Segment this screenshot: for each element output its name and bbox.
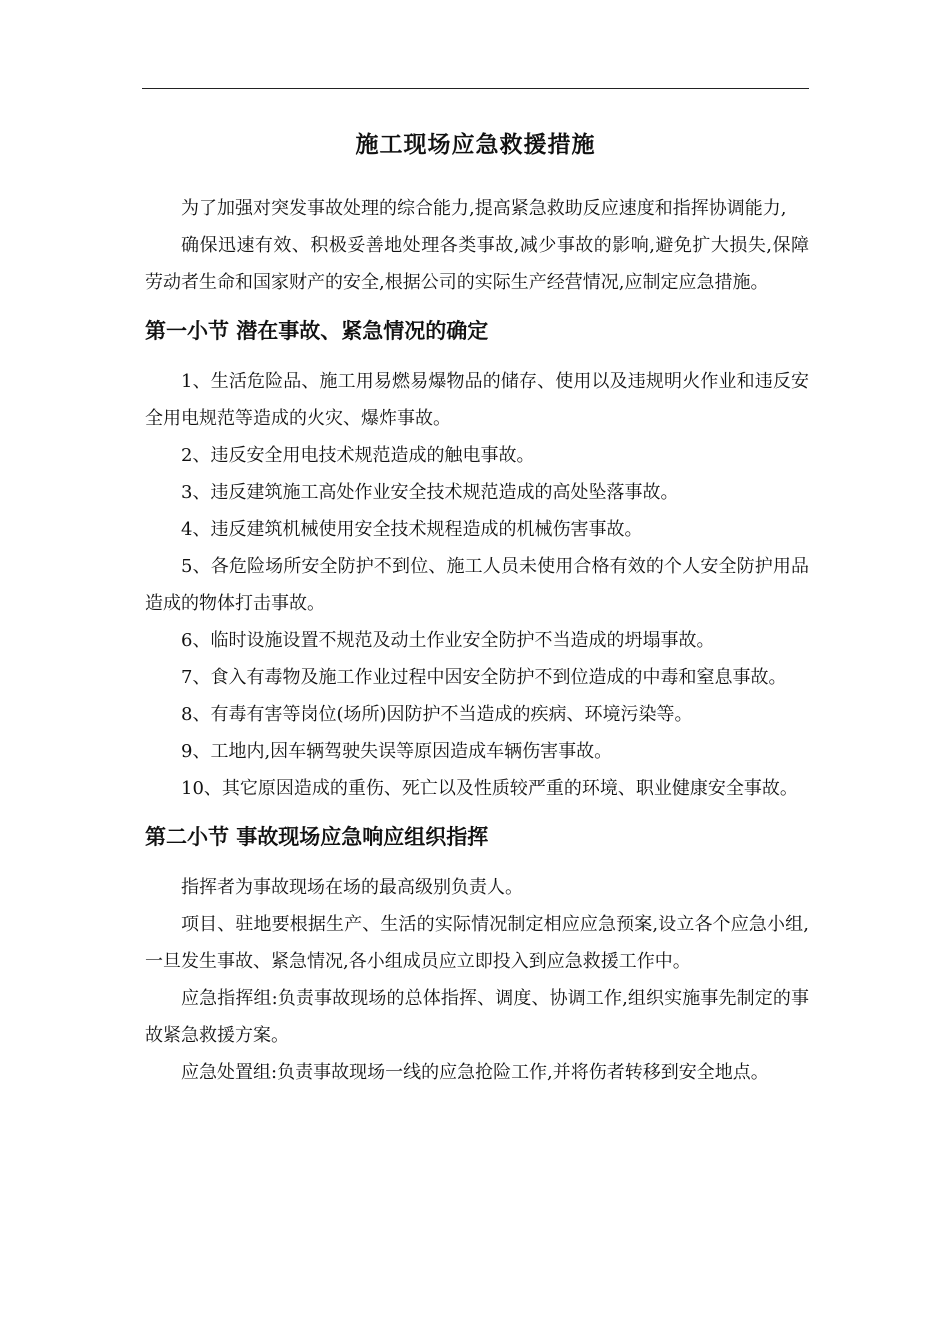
section2-paragraph-2: 项目、驻地要根据生产、生活的实际情况制定相应应急预案,设立各个应急小组,一旦发生事故、紧急情况,各小组成员应立即投入到应急救援工作中。 (145, 914, 809, 972)
list-item: 3、违反建筑施工高处作业安全技术规范造成的高处坠落事故。 (181, 482, 679, 503)
header-rule (142, 88, 809, 89)
section-heading-1: 第一小节 潜在事故、紧急情况的确定 (145, 318, 489, 343)
list-item: 9、工地内,因车辆驾驶失误等原因造成车辆伤害事故。 (181, 741, 613, 762)
list-item: 6、临时设施设置不规范及动土作业安全防护不当造成的坍塌事故。 (181, 630, 715, 651)
document-body (145, 190, 809, 1091)
section2-paragraph-3: 应急指挥组:负责事故现场的总体指挥、调度、协调工作,组织实施事先制定的事故紧急救援方案。 (145, 988, 809, 1046)
section2-paragraph-1: 指挥者为事故现场在场的最高级别负责人。 (181, 877, 523, 898)
list-item: 5、各危险场所安全防护不到位、施工人员未使用合格有效的个人安全防护用品造成的物体打击事故。 (145, 556, 809, 614)
intro-paragraph-2: 确保迅速有效、积极妥善地处理各类事故,减少事故的影响,避免扩大损失,保障劳动者生命和国家财产的安全,根据公司的实际生产经营情况,应制定应急措施。 (145, 235, 809, 293)
list-item: 1、生活危险品、施工用易燃易爆物品的储存、使用以及违规明火作业和违反安全用电规范等造成的火灾、爆炸事故。 (145, 371, 809, 429)
section-heading-2: 第二小节 事故现场应急响应组织指挥 (145, 824, 489, 849)
hazard-list (145, 363, 809, 807)
list-item: 7、食入有毒物及施工作业过程中因安全防护不到位造成的中毒和窒息事故。 (181, 667, 787, 688)
document-title: 施工现场应急救援措施 (355, 131, 596, 158)
section2-paragraph-4: 应急处置组:负责事故现场一线的应急抢险工作,并将伤者转移到安全地点。 (181, 1062, 769, 1083)
list-item: 2、违反安全用电技术规范造成的触电事故。 (181, 445, 535, 466)
list-item: 10、其它原因造成的重伤、死亡以及性质较严重的环境、职业健康安全事故。 (181, 778, 798, 799)
intro-paragraph-1: 为了加强对突发事故处理的综合能力,提高紧急救助反应速度和指挥协调能力, (181, 198, 787, 219)
list-item: 8、有毒有害等岗位(场所)因防护不当造成的疾病、环境污染等。 (181, 704, 693, 725)
list-item: 4、违反建筑机械使用安全技术规程造成的机械伤害事故。 (181, 519, 643, 540)
